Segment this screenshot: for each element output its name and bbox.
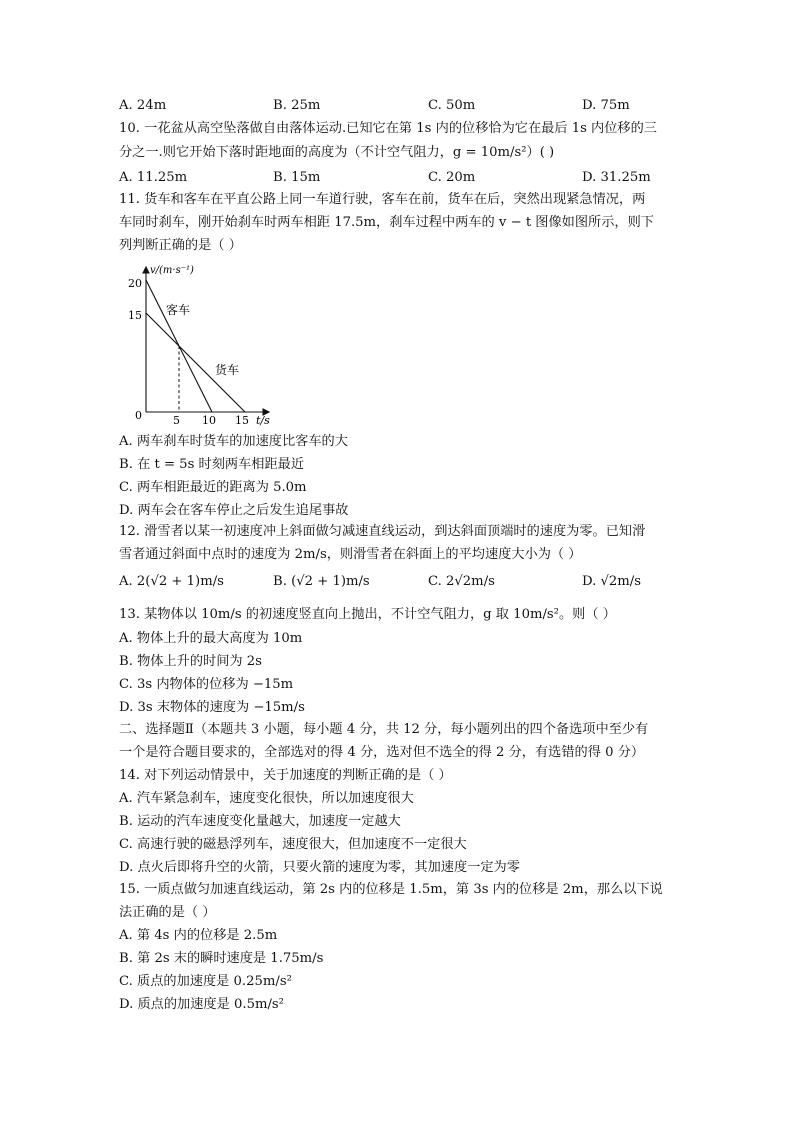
vt-graph <box>125 262 285 432</box>
q13-option-c: C. 3s 内物体的位移为 −15m <box>119 677 294 692</box>
x-tick-0: 0 <box>135 409 142 422</box>
q11-option-c: C. 两车相距最近的距离为 5.0m <box>119 480 307 495</box>
q13-option-b: B. 物体上升的时间为 2s <box>119 654 262 669</box>
q9-option-d: D. 75m <box>582 98 630 113</box>
x-axis-label: t/s <box>256 414 270 427</box>
q14-stem-line1: 14. 对下列运动情景中，关于加速度的判断正确的是（ ） <box>119 768 452 783</box>
q14-option-b: B. 运动的汽车速度变化量越大，加速度一定越大 <box>119 814 401 829</box>
q13-option-a: A. 物体上升的最大高度为 10m <box>119 631 303 646</box>
q9-option-c: C. 50m <box>428 98 476 113</box>
y-tick-20: 20 <box>128 277 142 290</box>
series-label-huoche: 货车 <box>215 363 240 377</box>
q11-option-d: D. 两车会在客车停止之后发生追尾事故 <box>119 503 349 518</box>
q10-stem-line1: 10. 一花盆从高空坠落做自由落体运动.已知它在第 1s 内的位移恰为它在最后 1s 内位移的三 <box>119 121 657 136</box>
q12-stem-line2: 雪者通过斜面中点时的速度为 2m/s，则滑雪者在斜面上的平均速度大小为（ ） <box>119 547 582 562</box>
q15-option-c: C. 质点的加速度是 0.25m/s² <box>119 974 292 989</box>
q10-option-a: A. 11.25m <box>119 170 188 185</box>
q11-option-b: B. 在 t = 5s 时刻两车相距最近 <box>119 457 305 472</box>
q10-stem-line2: 分之一.则它开始下落时距地面的高度为（不计空气阻力，g = 10m/s²）( ) <box>119 145 555 160</box>
q14-option-a: A. 汽车紧急刹车，速度变化很快，所以加速度很大 <box>119 791 414 806</box>
q13-stem-line1: 13. 某物体以 10m/s 的初速度竖直向上抛出，不计空气阻力，g 取 10m/s²。则（ ） <box>119 607 616 622</box>
q9-option-b: B. 25m <box>273 98 321 113</box>
q14-option-c: C. 高速行驶的磁悬浮列车，速度很大，但加速度不一定很大 <box>119 837 467 852</box>
series-label-keche: 客车 <box>166 303 191 317</box>
q14-option-d: D. 点火后即将升空的火箭，只要火箭的速度为零，其加速度一定为零 <box>119 860 520 875</box>
section2-heading-line1: 二、选择题Ⅱ（本题共 3 小题，每小题 4 分，共 12 分，每小题列出的四个备选项中至少有 <box>119 722 649 737</box>
q12-option-a: A. 2(√2 + 1)m/s <box>119 574 224 589</box>
q11-stem-line3: 列判断正确的是（ ） <box>119 238 242 253</box>
section2-heading-line2: 一个是符合题目要求的，全部选对的得 4 分，选对但不选全的得 2 分，有选错的得 0 分） <box>119 745 645 760</box>
q12-option-b: B. (√2 + 1)m/s <box>273 574 370 589</box>
x-tick-5: 5 <box>173 414 180 427</box>
q10-option-d: D. 31.25m <box>582 170 651 185</box>
q15-stem-line1: 15. 一质点做匀加速直线运动，第 2s 内的位移是 1.5m，第 3s 内的位移是 2m，那么以下说 <box>119 882 663 897</box>
q13-option-d: D. 3s 末物体的速度为 −15m/s <box>119 700 305 715</box>
q9-option-a: A. 24m <box>119 98 167 113</box>
q12-stem-line1: 12. 滑雪者以某一初速度冲上斜面做匀减速直线运动，到达斜面顶端时的速度为零。已知滑 <box>119 524 646 539</box>
q11-stem-line1: 11. 货车和客车在平直公路上同一车道行驶，客车在前，货车在后，突然出现紧急情况，两 <box>119 192 646 207</box>
x-tick-15: 15 <box>235 414 249 427</box>
y-axis-label: v/(m·s⁻¹) <box>150 265 194 276</box>
q15-option-d: D. 质点的加速度是 0.5m/s² <box>119 997 284 1012</box>
q10-option-b: B. 15m <box>273 170 321 185</box>
q15-option-a: A. 第 4s 内的位移是 2.5m <box>119 928 278 943</box>
x-tick-10: 10 <box>202 414 216 427</box>
q11-option-a: A. 两车刹车时货车的加速度比客车的大 <box>119 434 348 449</box>
y-tick-15: 15 <box>128 309 142 322</box>
q10-option-c: C. 20m <box>428 170 476 185</box>
q12-option-d: D. √2m/s <box>582 574 641 589</box>
q15-option-b: B. 第 2s 末的瞬时速度是 1.75m/s <box>119 951 324 966</box>
q11-stem-line2: 车同时刹车，刚开始刹车时两车相距 17.5m，刹车过程中两车的 v − t 图像如图所示，则下 <box>119 215 654 230</box>
q12-option-c: C. 2√2m/s <box>428 574 495 589</box>
q15-stem-line2: 法正确的是（ ） <box>119 905 216 920</box>
